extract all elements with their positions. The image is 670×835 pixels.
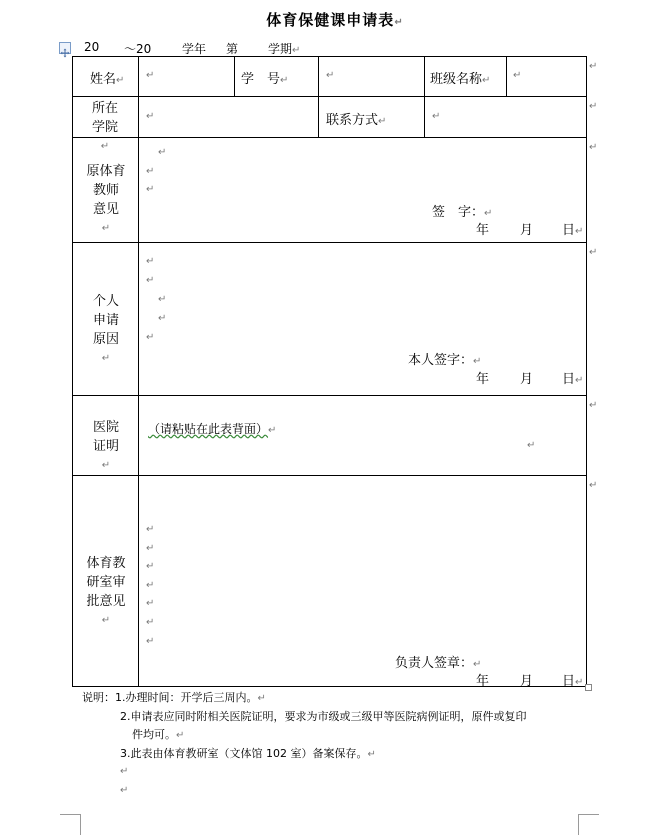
student-id-field[interactable]: ↵ [326,70,335,81]
applicant-date-month: 月 [520,372,534,387]
hospital-proof-field[interactable]: ↵ [527,440,536,451]
paragraph-mark: ↵ [158,294,167,305]
paragraph-mark: ↵ [146,561,155,572]
row-end-mark: ↵ [589,480,598,491]
paragraph-mark: ↵ [120,766,129,777]
row-end-mark: ↵ [589,247,598,258]
hospital-proof-hint: （请粘贴在此表背面）↵ [148,422,277,436]
notes-line-2-cont: 件均可。↵ [132,728,185,741]
paragraph-mark: ↵ [146,332,155,343]
move-arrows-icon [60,48,70,58]
table-move-handle-icon[interactable] [59,42,71,54]
paragraph-mark: ↵ [146,598,155,609]
paragraph-mark: ↵ [146,580,155,591]
applicant-signature-label: 本人签字：↵ [408,353,482,368]
term-semester: 学期↵ [268,42,301,56]
contact-field[interactable]: ↵ [432,111,441,122]
supervisor-date-year: 年 [476,674,490,689]
notes-line-2: 2.申请表应同时附相关医院证明，要求为市级或三级甲等医院病例证明，原件或复印 [120,710,527,723]
class-name-field[interactable]: ↵ [513,70,522,81]
row-end-mark: ↵ [589,101,598,112]
term-ordinal: 第 [226,42,239,56]
row-end-mark: ↵ [589,400,598,411]
class-name-label: 班级名称↵ [430,72,491,87]
notes-line-3: 3.此表由体育教研室（文体馆 102 室）备案保存。↵ [120,747,376,760]
applicant-date-year: 年 [476,372,490,387]
college-label: 所在 学院 ↵ [91,101,118,152]
teacher-date-day: 日↵ [562,223,584,238]
personal-reason-label: 个人 申请 原因 ↵ [92,294,119,364]
notes-line-1: 说明：1.办理时间：开学后三周内。↵ [82,691,266,704]
row-end-mark: ↵ [589,61,598,72]
teacher-opinion-label: 原体育 教师 意见 ↵ [86,164,126,234]
name-label: 姓名↵ [90,72,125,87]
paragraph-mark: ↵ [394,17,404,28]
paragraph-mark: ↵ [146,166,155,177]
paragraph-mark: ↵ [120,785,129,796]
row-end-mark: ↵ [589,142,598,153]
term-year-range: ～20 [124,42,152,56]
department-approval-field[interactable]: ↵ [146,524,155,535]
paragraph-mark: ↵ [146,275,155,286]
personal-reason-field[interactable]: ↵ [146,256,155,267]
department-approval-label: 体育教 研室审 批意见 ↵ [86,556,126,626]
contact-label: 联系方式↵ [326,113,387,128]
name-field[interactable]: ↵ [146,70,155,81]
paragraph-mark: ↵ [146,636,155,647]
paragraph-mark: ↵ [146,543,155,554]
applicant-date-day: 日↵ [562,372,584,387]
form-title: 体育保健课申请表↵ [266,11,404,29]
teacher-date-year: 年 [476,223,490,238]
term-year-word: 学年 [182,42,207,56]
teacher-signature-label: 签 字：↵ [432,205,493,220]
paragraph-mark: ↵ [146,184,155,195]
hospital-proof-label: 医院 证明 ↵ [92,420,119,471]
supervisor-signature-label: 负责人签章：↵ [395,656,482,671]
paragraph-mark: ↵ [158,313,167,324]
term-line: 20 [84,40,100,54]
student-id-label: 学 号↵ [241,72,289,87]
supervisor-date-day: 日↵ [562,674,584,689]
teacher-opinion-field[interactable]: ↵ [158,147,167,158]
college-field[interactable]: ↵ [146,111,155,122]
page-corner-mark [60,814,81,835]
paragraph-mark: ↵ [146,617,155,628]
table-resize-handle-icon[interactable] [585,684,592,691]
page-corner-mark [578,814,599,835]
teacher-date-month: 月 [520,223,534,238]
supervisor-date-month: 月 [520,674,534,689]
